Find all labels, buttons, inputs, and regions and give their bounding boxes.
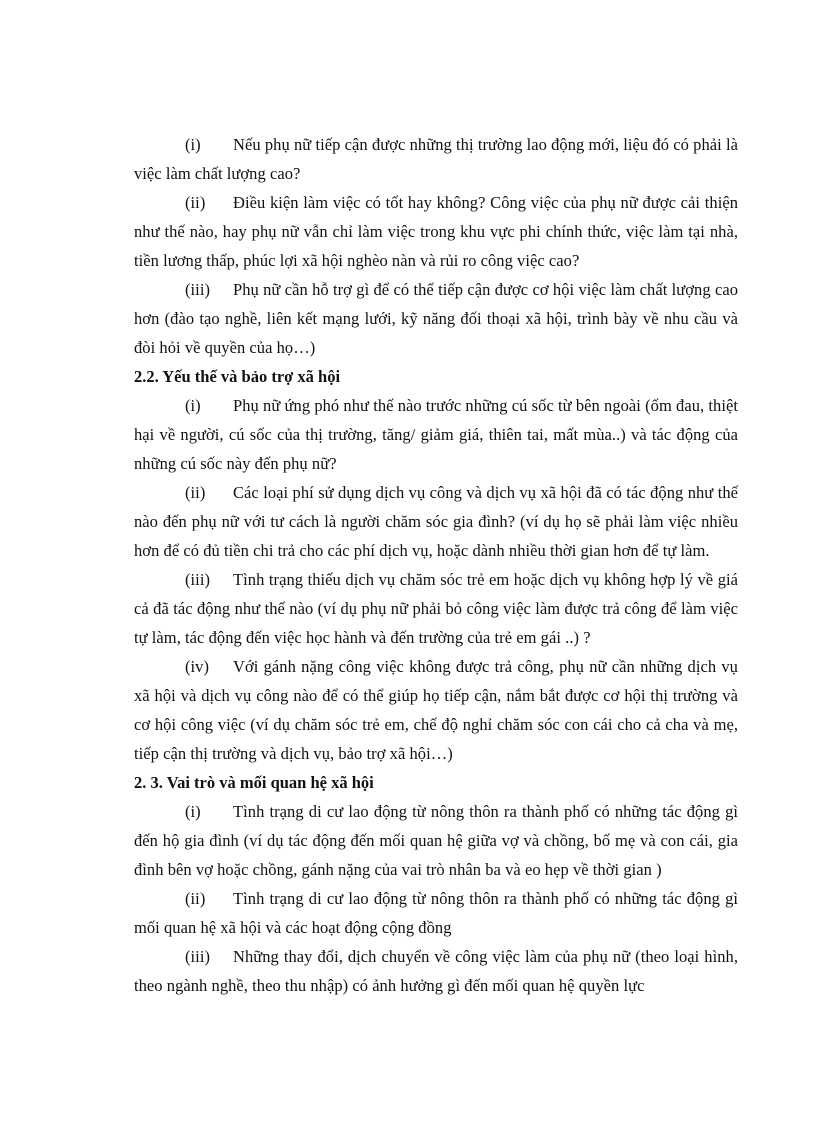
section-heading: 2. 3. Vai trò và mối quan hệ xã hội: [134, 773, 374, 792]
item-text: Phụ nữ cần hỗ trợ gì để có thể tiếp cận được cơ hội việc làm chất lượng cao hơn (đào tạo nghề, liên kết mạng lưới, kỹ năng đối thoại xã hội, trình bày về nhu cầu và đòi hỏi về quyền của họ…): [134, 280, 738, 357]
item-number: (iii): [185, 947, 210, 966]
item-text: Phụ nữ ứng phó như thế nào trước những cú sốc từ bên ngoài (ốm đau, thiệt hại về người, cú sốc của thị trường, tăng/ giảm giá, thiên tai, mất mùa..) và tác động của những cú sốc này đến phụ nữ?: [134, 396, 738, 473]
item-text: Điều kiện làm việc có tốt hay không? Công việc của phụ nữ được cải thiện như thế nào, hay phụ nữ vẫn chỉ làm việc trong khu vực phi chính thức, việc làm tại nhà, tiền lương thấp, phúc lợi xã hội nghèo nàn và rủi ro công việc cao?: [134, 193, 738, 270]
list-item: [134, 942, 738, 1000]
list-item: [134, 652, 738, 768]
section-heading: 2.2. Yếu thế và bảo trợ xã hội: [134, 367, 341, 386]
list-item: [134, 565, 738, 652]
item-text: Các loại phí sử dụng dịch vụ công và dịch vụ xã hội đã có tác động như thế nào đến phụ nữ với tư cách là người chăm sóc gia đình? (ví dụ họ sẽ phải làm việc nhiều hơn để có đủ tiền chi trả cho các phí dịch vụ, hoặc dành nhiều thời gian hơn để tự làm.: [134, 483, 738, 560]
list-item: [134, 275, 738, 362]
document-body: [134, 130, 738, 1000]
item-number: (i): [185, 802, 201, 821]
item-text: Những thay đổi, dịch chuyển về công việc làm của phụ nữ (theo loại hình, theo ngành nghề, theo thu nhập) có ảnh hưởng gì đến mối quan hệ quyền lực: [134, 947, 738, 995]
list-item: [134, 130, 738, 188]
list-item: [134, 391, 738, 478]
item-number: (ii): [185, 889, 206, 908]
item-text: Nếu phụ nữ tiếp cận được những thị trường lao động mới, liệu đó có phải là việc làm chất lượng cao?: [134, 135, 738, 183]
list-item: [134, 884, 738, 942]
item-text: Với gánh nặng công việc không được trả công, phụ nữ cần những dịch vụ xã hội và dịch vụ công nào để có thể giúp họ tiếp cận, nắm bắt được cơ hội thị trường và cơ hội công việc (ví dụ chăm sóc trẻ em, chế độ nghỉ chăm sóc con cái cho cả cha và mẹ, tiếp cận thị trường và dịch vụ, bảo trợ xã hội…): [134, 657, 738, 763]
list-item: [134, 797, 738, 884]
list-item: [134, 188, 738, 275]
item-text: Tình trạng di cư lao động từ nông thôn ra thành phố có những tác động gì mối quan hệ xã hội và các hoạt động cộng đồng: [134, 889, 738, 937]
item-number: (i): [185, 396, 201, 415]
item-text: Tình trạng thiếu dịch vụ chăm sóc trẻ em hoặc dịch vụ không hợp lý về giá cả đã tác động như thế nào (ví dụ phụ nữ phải bỏ công việc làm được trả công để làm việc tự làm, tác động đến việc học hành và đến trường của trẻ em gái ..) ?: [134, 570, 738, 647]
item-number: (ii): [185, 483, 206, 502]
item-number: (iii): [185, 570, 210, 589]
item-number: (ii): [185, 193, 206, 212]
list-item: [134, 478, 738, 565]
item-number: (i): [185, 135, 201, 154]
item-number: (iii): [185, 280, 210, 299]
item-number: (iv): [185, 657, 210, 676]
item-text: Tình trạng di cư lao động từ nông thôn ra thành phố có những tác động gì đến hộ gia đình (ví dụ tác động đến mối quan hệ giữa vợ và chồng, bố mẹ và con cái, gia đình bên vợ hoặc chồng, gánh nặng của vai trò nhân ba và eo hẹp về thời gian ): [134, 802, 738, 879]
